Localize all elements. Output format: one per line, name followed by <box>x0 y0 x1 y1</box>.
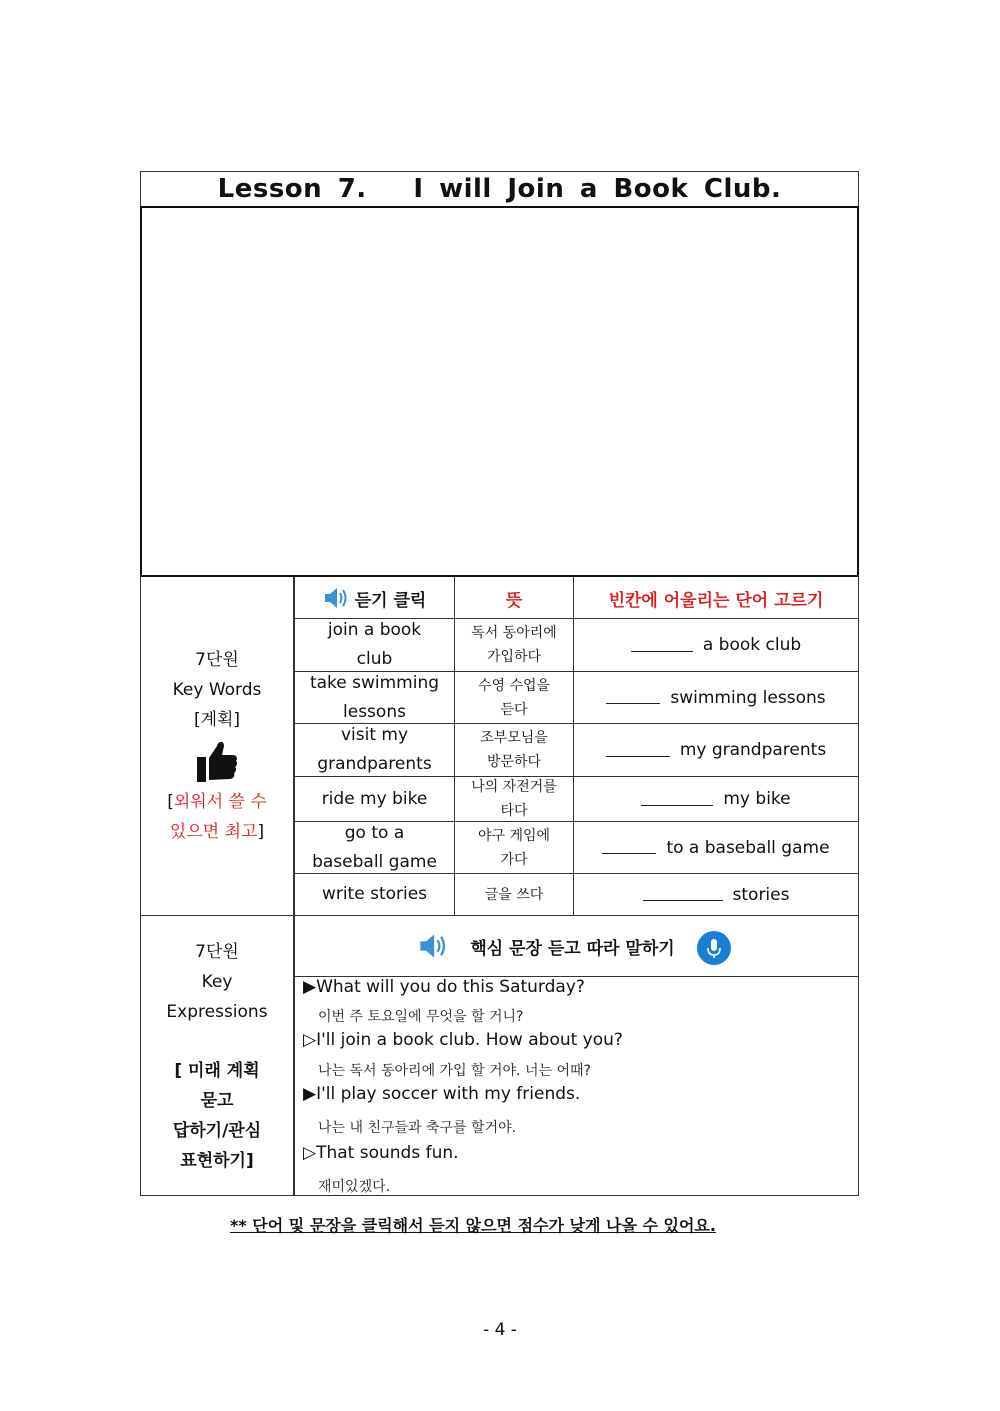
listen-header-label: 듣기 클릭 <box>354 590 427 611</box>
word-cell[interactable] <box>295 619 454 671</box>
microphone-icon <box>697 931 731 965</box>
meaning-line: 타다 <box>500 803 528 819</box>
fill-text: swimming lessons <box>670 687 826 708</box>
expression-translation: 이번 주 토요일에 무엇을 할 거니? <box>318 1009 524 1025</box>
key-words-label: Key Words <box>172 680 262 700</box>
fill-blank-cell <box>574 672 858 723</box>
image-area <box>140 206 859 577</box>
speaker-icon <box>323 586 349 610</box>
word-line: write stories <box>321 884 428 904</box>
meaning-line: 방문하다 <box>486 754 542 770</box>
blank-dropdown[interactable] <box>631 639 693 652</box>
lesson-title: Lesson 7. I will Join a Book Club. <box>217 174 782 204</box>
fill-blank-cell <box>574 822 858 873</box>
fill-blank-cell <box>574 724 858 776</box>
expression-sentence[interactable]: ▷That sounds fun. <box>303 1143 459 1163</box>
blank-dropdown[interactable] <box>641 793 713 806</box>
fill-blank-cell <box>574 777 858 821</box>
meaning-cell <box>455 874 573 915</box>
fill-blank-cell <box>574 619 858 671</box>
topic-line: 묻고 <box>200 1091 234 1111</box>
fill-text: a book club <box>702 635 802 655</box>
meaning-cell <box>455 777 573 821</box>
word-cell[interactable] <box>295 874 454 915</box>
choose-word-header: 빈칸에 어울리는 단어 고르기 <box>608 590 824 611</box>
blank-dropdown[interactable] <box>606 744 670 757</box>
meaning-header: 뜻 <box>505 590 523 611</box>
meaning-line: 글을 쓰다 <box>484 886 544 903</box>
meaning-line: 수영 수업을 <box>477 677 551 694</box>
topic-line: 표현하기] <box>180 1151 254 1171</box>
expression-translation: 나는 내 친구들과 축구를 할거야. <box>318 1120 517 1136</box>
word-line: ride my bike <box>321 788 428 809</box>
expression-translation: 나는 독서 동아리에 가입 할 거야. 너는 어때? <box>318 1063 591 1079</box>
word-line: join a book <box>327 620 422 640</box>
thumbs-up-icon <box>195 738 239 784</box>
page-number: - 4 - <box>483 1320 517 1340</box>
meaning-cell <box>455 619 573 671</box>
key-words-side <box>141 645 293 847</box>
fill-text: to a baseball game <box>666 837 830 858</box>
word-cell[interactable] <box>295 672 454 723</box>
fill-blank-cell <box>574 874 858 915</box>
expressions-header-label: 핵심 문장 듣고 따라 말하기 <box>470 938 675 959</box>
meaning-line: 가다 <box>500 851 528 868</box>
listen-click-header[interactable] <box>295 578 454 618</box>
memorize-tip-1: 외워서 쓸 수 <box>173 792 267 812</box>
meaning-line: 독서 동아리에 <box>471 625 557 641</box>
word-cell[interactable] <box>295 777 454 821</box>
unit-label: 7단원 <box>195 650 239 670</box>
expression-sentence[interactable]: ▶I'll play soccer with my friends. <box>303 1084 581 1104</box>
expression-sentence[interactable]: ▶What will you do this Saturday? <box>303 977 585 997</box>
expressions-label: Expressions <box>166 1002 268 1022</box>
topic-line: 답하기/관심 <box>172 1121 262 1141</box>
word-cell[interactable] <box>295 724 454 776</box>
meaning-cell <box>455 672 573 723</box>
unit-label: 7단원 <box>195 942 239 962</box>
blank-dropdown[interactable] <box>602 841 656 854</box>
tip-bracket-close: ] <box>257 822 265 842</box>
speaker-icon <box>418 932 448 960</box>
topic-line: [ 미래 계획 <box>174 1061 260 1081</box>
meaning-cell <box>455 822 573 873</box>
expression-translation: 재미있겠다. <box>318 1179 391 1195</box>
fill-text: my grandparents <box>679 740 827 760</box>
microphone-button[interactable] <box>697 931 731 965</box>
key-expressions-side <box>141 937 293 1176</box>
word-line: baseball game <box>312 851 437 872</box>
topic-label: [계획] <box>193 710 241 730</box>
meaning-line: 가입하다 <box>486 649 542 665</box>
blank-dropdown[interactable] <box>606 691 660 704</box>
meaning-line: 야구 게임에 <box>477 827 551 844</box>
fill-text: my bike <box>723 789 791 809</box>
memorize-tip-2: 있으면 최고 <box>169 822 258 842</box>
meaning-line: 듣다 <box>500 701 528 718</box>
key-expressions-header[interactable] <box>295 916 858 976</box>
word-line: visit my <box>340 725 409 745</box>
blank-dropdown[interactable] <box>643 888 723 901</box>
word-line: take swimming <box>309 672 440 693</box>
footnote: ** 단어 및 문장을 클릭해서 듣지 않으면 점수가 낮게 나올 수 있어요. <box>230 1216 716 1235</box>
tip-bracket-open: [ <box>167 792 174 812</box>
fill-text: stories <box>732 884 790 905</box>
lesson-title-box <box>140 171 859 207</box>
meaning-cell <box>455 724 573 776</box>
word-cell[interactable] <box>295 822 454 873</box>
meaning-line: 나의 자전거를 <box>471 779 557 795</box>
word-line: club <box>356 649 393 669</box>
key-label: Key <box>201 972 233 992</box>
meaning-line: 조부모님을 <box>480 730 548 746</box>
word-line: lessons <box>343 701 406 722</box>
expression-sentence[interactable]: ▷I'll join a book club. How about you? <box>303 1030 623 1050</box>
word-line: grandparents <box>317 754 432 774</box>
word-line: go to a <box>344 822 405 843</box>
